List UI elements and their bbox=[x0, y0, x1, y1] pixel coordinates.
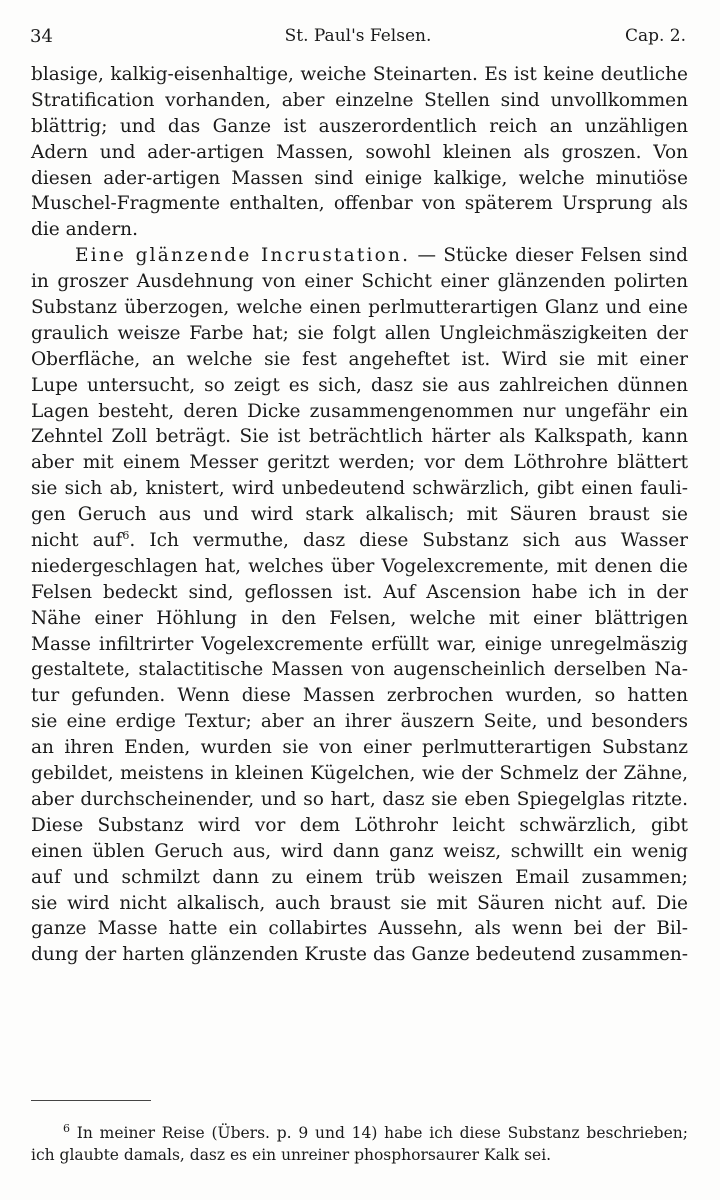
section-heading-line bbox=[31, 243, 688, 269]
heading-line-rest: — Stücke dieser Felsen sind bbox=[410, 245, 688, 267]
text-line: Felsen bedeckt sind, geflossen ist. Auf Ascension habe ich in der bbox=[31, 581, 688, 603]
text-line: blasige, kalkig-eisenhaltige, weiche Steinarten. Es ist keine deutliche bbox=[31, 64, 688, 85]
running-title: St. Paul's Felsen. bbox=[284, 26, 432, 46]
text-line: graulich weisze Farbe hat; sie folgt allen Ungleichmäszigkeiten der bbox=[31, 322, 688, 344]
text-line: Muschel-Fragmente enthalten, offenbar von späterem Ursprung als bbox=[31, 193, 688, 215]
text-line: Zehntel Zoll beträgt. Sie ist beträchtlich härter als Kalkspath, kann bbox=[31, 426, 688, 448]
text-line: Substanz überzogen, welche einen perlmutterartigen Glanz und eine bbox=[31, 297, 688, 319]
text-line: Masse infiltrirter Vogelexcremente erfüllt war, einige unregelmäszig bbox=[31, 633, 688, 655]
text-line: Stratification vorhanden, aber einzelne Stellen sind unvollkommen bbox=[31, 89, 688, 111]
text-line: tur gefunden. Wenn diese Massen zerbrochen wurden, so hatten bbox=[31, 685, 688, 707]
text-line: aber durchscheinender, und so hart, dasz sie eben Spiegelglas ritzte. bbox=[31, 788, 688, 810]
page-header bbox=[30, 26, 686, 50]
text-line: Diese Substanz wird vor dem Löthrohr leicht schwärzlich, gibt bbox=[31, 814, 688, 836]
footnote-reference[interactable]: 6 bbox=[122, 528, 130, 542]
text-line: diesen ader-artigen Massen sind einige kalkige, welche minutiöse bbox=[31, 167, 688, 189]
text-line: ganze Masse hatte ein collabirtes Aussehn, als wenn bei der Bil- bbox=[31, 918, 688, 940]
text-line: gestaltete, stalactitische Massen von augenscheinlich derselben Na- bbox=[31, 659, 688, 681]
section-heading: Eine glänzende Incrustation. bbox=[75, 245, 411, 267]
text-line: Lupe untersucht, so zeigt es sich, dasz sie aus zahlreichen dünnen bbox=[31, 374, 688, 396]
text-line: gen Geruch aus und wird stark alkalisch; mit Säuren braust sie bbox=[31, 504, 688, 526]
text-line: sie eine erdige Textur; aber an ihrer äuszern Seite, und besonders bbox=[31, 711, 688, 733]
chapter-label: Cap. 2. bbox=[624, 26, 686, 46]
text-line: niedergeschlagen hat, welches über Vogelexcremente, mit denen die bbox=[31, 555, 688, 577]
body-text bbox=[31, 62, 688, 968]
text-line: Nähe einer Höhlung in den Felsen, welche mit einer blättrigen bbox=[31, 607, 688, 629]
text-line: sie wird nicht alkalisch, auch braust sie mit Säuren nicht auf. Die bbox=[31, 892, 688, 914]
footnote-marker: 6 bbox=[63, 1121, 70, 1135]
footnote-divider bbox=[31, 1100, 151, 1101]
text-line: an ihren Enden, wurden sie von einer perlmutterartigen Substanz bbox=[31, 737, 688, 759]
footnotes bbox=[31, 1122, 688, 1166]
line-start: nicht auf bbox=[31, 530, 123, 552]
page-number: 34 bbox=[30, 26, 53, 47]
text-line: Lagen besteht, deren Dicke zusammengenommen nur ungefähr ein bbox=[31, 400, 688, 422]
text-line: die andern. bbox=[31, 219, 138, 241]
text-line: sie sich ab, knistert, wird unbedeutend schwärzlich, gibt einen fauli- bbox=[31, 478, 688, 500]
footnote-line: ich glaubte damals, dasz es ein unreiner phosphorsaurer Kalk sei. bbox=[31, 1146, 552, 1164]
text-line: auf und schmilzt dann zu einem trüb weiszen Email zusammen; bbox=[31, 866, 688, 888]
footnote-line bbox=[31, 1122, 688, 1144]
text-line: blättrig; und das Ganze ist auszerordentlich reich an unzähligen bbox=[31, 115, 688, 137]
line-end: . Ich vermuthe, dasz diese Substanz sich aus Wasser bbox=[129, 530, 689, 552]
footnote-text: In meiner Reise (Übers. p. 9 und 14) habe ich diese Substanz beschrieben; bbox=[76, 1124, 688, 1142]
text-line: gebildet, meistens in kleinen Kügelchen, wie der Schmelz der Zähne, bbox=[31, 763, 688, 785]
text-line: aber mit einem Messer geritzt werden; vor dem Löthrohre blättert bbox=[31, 452, 688, 474]
text-line: Oberfläche, an welche sie fest angeheftet ist. Wird sie mit einer bbox=[31, 348, 688, 370]
text-line: einen üblen Geruch aus, wird dann ganz weisz, schwillt ein wenig bbox=[31, 840, 688, 862]
text-line: dung der harten glänzenden Kruste das Ganze bedeutend zusammen- bbox=[31, 944, 688, 966]
text-line: in groszer Ausdehnung von einer Schicht einer glänzenden polirten bbox=[31, 271, 688, 293]
footnote-ref-line bbox=[31, 528, 688, 554]
text-line: Adern und ader-artigen Massen, sowohl kleinen als groszen. Von bbox=[31, 141, 688, 163]
